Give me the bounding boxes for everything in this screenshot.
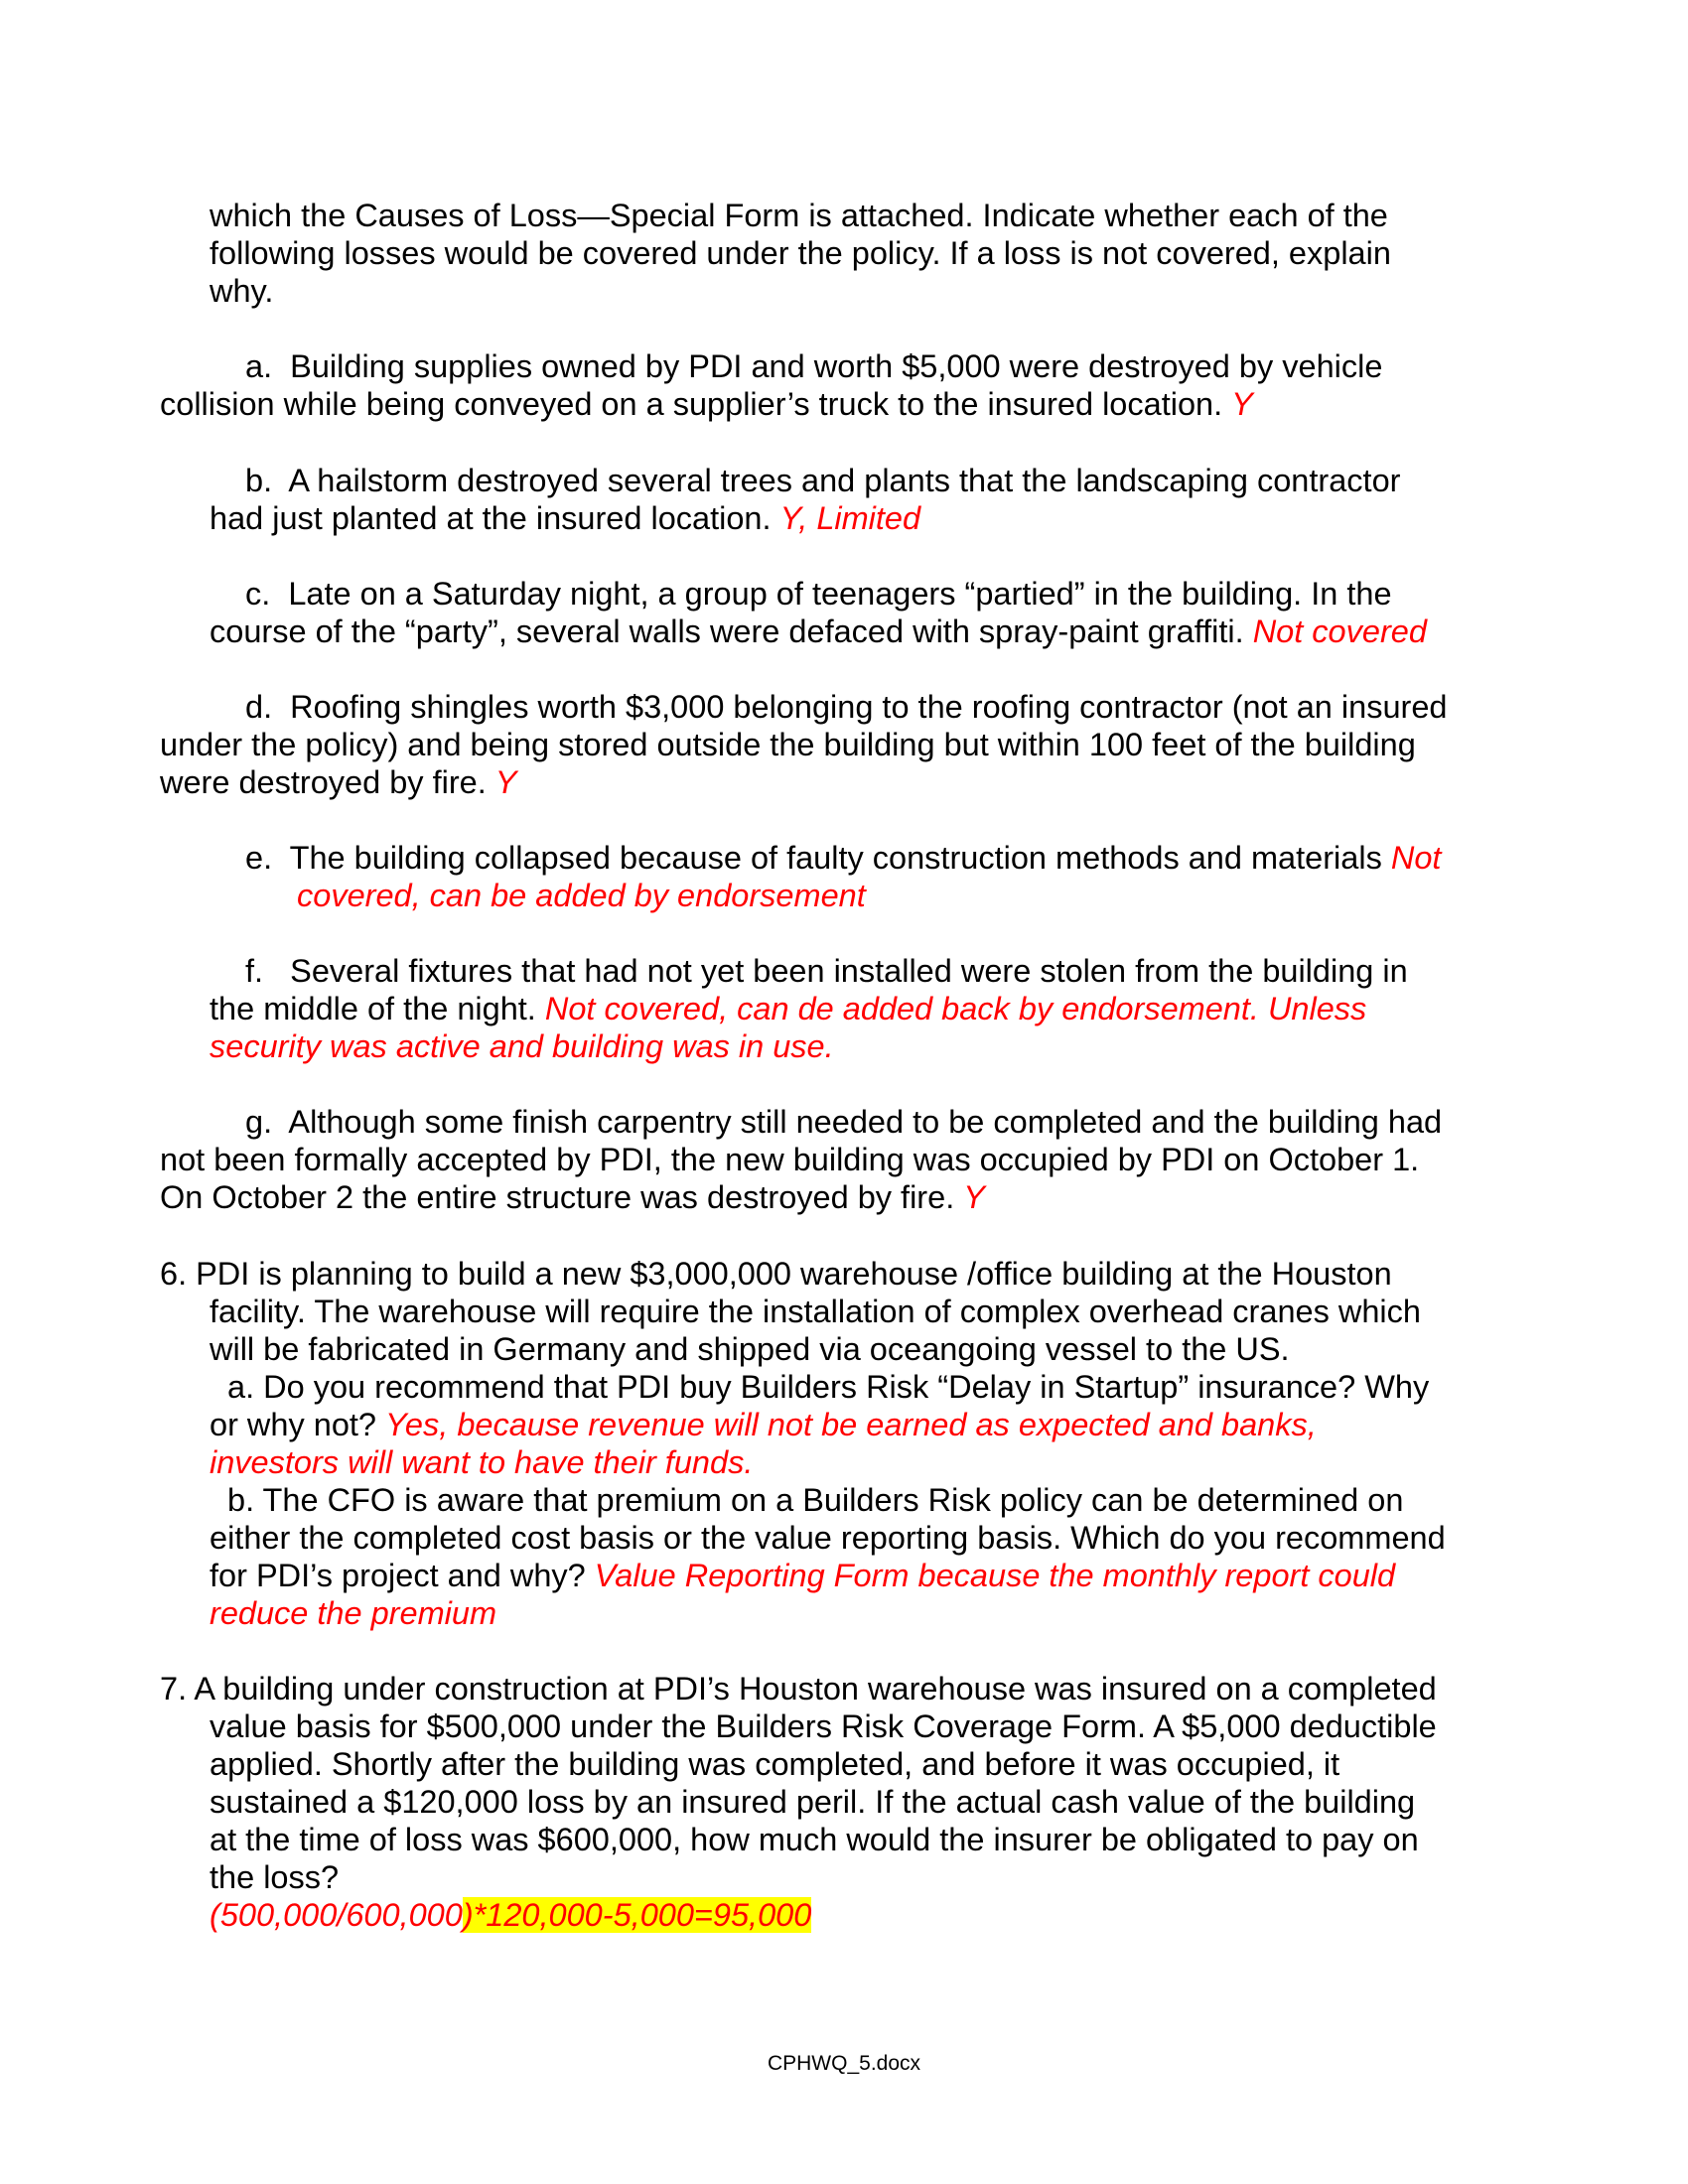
question-text: a. Do you recommend that PDI buy Builders Risk “Delay in Startup” insurance? Why	[227, 1369, 1430, 1405]
answer-text: investors will want to have their funds.	[210, 1444, 754, 1480]
question-6	[160, 1255, 1446, 1632]
item-marker: c.	[245, 576, 271, 612]
question-5a	[160, 347, 1382, 423]
question-text: Late on a Saturday night, a group of teenagers “partied” in the building. In the	[288, 576, 1392, 612]
answer-text: covered, can be added by endorsement	[297, 878, 866, 913]
question-text: collision while being conveyed on a supplier’s truck to the insured location.	[160, 386, 1223, 422]
question-text: b. The CFO is aware that premium on a Builders Risk policy can be determined on	[227, 1482, 1404, 1518]
question-text: 7. A building under construction at PDI’s Houston warehouse was insured on a completed	[160, 1671, 1437, 1706]
item-marker: g.	[245, 1104, 273, 1140]
question-text: for PDI’s project and why?	[210, 1558, 586, 1593]
question-5d	[160, 688, 1448, 801]
question-text: had just planted at the insured location.	[210, 500, 772, 536]
question-text: 6. PDI is planning to build a new $3,000,000 warehouse /office building at the Houston	[160, 1256, 1392, 1292]
question-5b	[210, 462, 1400, 537]
question-text: under the policy) and being stored outside the building but within 100 feet of the building	[160, 727, 1416, 762]
question-text: were destroyed by fire.	[160, 764, 487, 800]
answer-text: Value Reporting Form because the monthly report could	[594, 1558, 1396, 1593]
question-text: Building supplies owned by PDI and worth $5,000 were destroyed by vehicle	[290, 348, 1383, 384]
question-text: not been formally accepted by PDI, the new building was occupied by PDI on October 1.	[160, 1142, 1420, 1177]
question-7	[160, 1670, 1437, 1934]
answer-text: Y	[1231, 386, 1253, 422]
question-text: course of the “party”, several walls were defaced with spray-paint graffiti.	[210, 614, 1244, 649]
question-text: Several fixtures that had not yet been installed were stolen from the building in	[290, 953, 1408, 989]
question-text: the loss?	[210, 1859, 340, 1895]
intro-paragraph	[210, 197, 1391, 310]
intro-line: following losses would be covered under the policy. If a loss is not covered, explain	[210, 235, 1391, 271]
item-marker: e.	[245, 840, 273, 876]
question-5g	[160, 1103, 1442, 1216]
answer-text: Y	[963, 1179, 985, 1215]
answer-text: reduce the premium	[210, 1595, 497, 1631]
answer-text: Not	[1390, 840, 1442, 876]
intro-line: which the Causes of Loss—Special Form is attached. Indicate whether each of the	[210, 198, 1388, 233]
answer-formula: (500,000/600,000	[210, 1897, 463, 1933]
item-marker: f.	[245, 953, 264, 989]
intro-line: why.	[210, 273, 274, 309]
question-text: applied. Shortly after the building was completed, and before it was occupied, it	[210, 1746, 1340, 1782]
question-text: On October 2 the entire structure was destroyed by fire.	[160, 1179, 955, 1215]
highlighted-answer: )*120,000-5,000=95,000	[462, 1897, 812, 1933]
item-marker: d.	[245, 689, 273, 725]
answer-text: security was active and building was in use.	[210, 1028, 834, 1064]
item-marker: a.	[245, 348, 273, 384]
item-marker: b.	[245, 463, 273, 498]
question-text: the middle of the night.	[210, 991, 536, 1026]
question-text: facility. The warehouse will require the installation of complex overhead cranes which	[210, 1294, 1421, 1329]
question-text: Although some finish carpentry still needed to be completed and the building had	[288, 1104, 1443, 1140]
question-text: Roofing shingles worth $3,000 belonging to the roofing contractor (not an insured	[290, 689, 1448, 725]
question-5c	[210, 575, 1427, 650]
question-text: A hailstorm destroyed several trees and plants that the landscaping contractor	[288, 463, 1401, 498]
answer-text: Not covered, can de added back by endorsement. Unless	[544, 991, 1367, 1026]
question-text: or why not?	[210, 1407, 377, 1442]
question-5f	[210, 952, 1408, 1065]
answer-text: Yes, because revenue will not be earned as expected and banks,	[385, 1407, 1317, 1442]
answer-text: Y, Limited	[779, 500, 921, 536]
question-5e	[245, 839, 1441, 914]
question-text: value basis for $500,000 under the Builders Risk Coverage Form. A $5,000 deductible	[210, 1708, 1437, 1744]
question-text: at the time of loss was $600,000, how much would the insurer be obligated to pay on	[210, 1822, 1419, 1857]
question-text: either the completed cost basis or the value reporting basis. Which do you recommend	[210, 1520, 1446, 1556]
footer-filename: CPHWQ_5.docx	[767, 2052, 921, 2075]
question-text: will be fabricated in Germany and shipped via oceangoing vessel to the US.	[210, 1331, 1290, 1367]
answer-text: Not covered	[1252, 614, 1427, 649]
question-text: The building collapsed because of faulty construction methods and materials	[289, 840, 1382, 876]
question-text: sustained a $120,000 loss by an insured peril. If the actual cash value of the building	[210, 1784, 1416, 1820]
answer-text: Y	[494, 764, 517, 800]
